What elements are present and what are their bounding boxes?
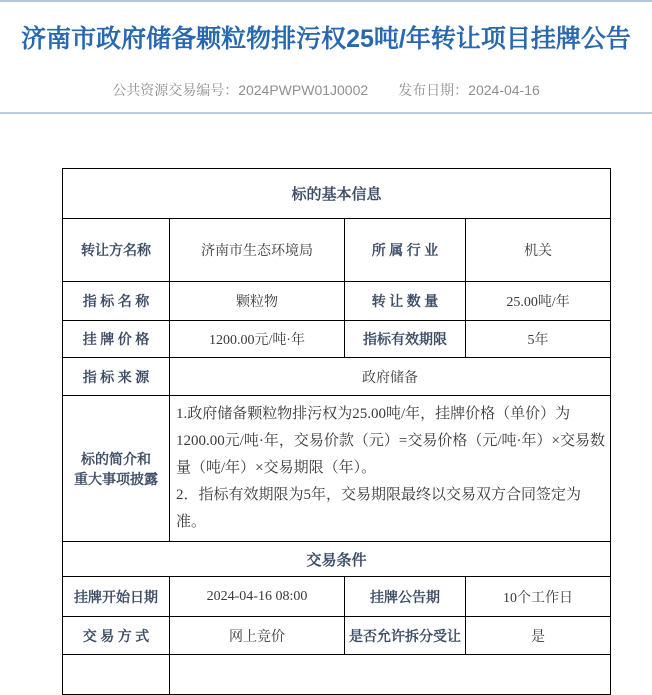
table-row	[63, 169, 611, 219]
table-row	[63, 321, 611, 358]
field-label	[63, 655, 170, 695]
publish-date-value: 2024-04-16	[468, 82, 540, 98]
table-row	[63, 542, 611, 577]
field-label: 挂牌开始日期	[63, 577, 170, 617]
field-label: 指标有效期限	[345, 321, 466, 358]
field-value: 济南市生态环境局	[170, 219, 345, 282]
meta-line	[0, 80, 652, 100]
field-value: 网上竞价	[170, 617, 345, 655]
field-value: 5年	[466, 321, 611, 358]
field-value	[170, 655, 611, 695]
table-row	[63, 282, 611, 321]
publish-date	[398, 82, 540, 98]
field-value: 25.00吨/年	[466, 282, 611, 321]
field-label: 挂 牌 价 格	[63, 321, 170, 358]
table-row	[63, 617, 611, 655]
field-label: 标的简介和 重大事项披露	[63, 396, 170, 542]
table-row	[63, 219, 611, 282]
publish-date-label: 发布日期：	[398, 82, 469, 98]
section-header: 标的基本信息	[63, 169, 611, 219]
header-divider-line	[0, 112, 652, 114]
table-row	[63, 396, 611, 542]
announcement-table	[62, 168, 611, 695]
field-label: 转 让 数 量	[345, 282, 466, 321]
field-value: 颗粒物	[170, 282, 345, 321]
table-row	[63, 577, 611, 617]
announcement-table-body	[63, 169, 611, 695]
section-header: 交易条件	[63, 542, 611, 577]
field-label: 交 易 方 式	[63, 617, 170, 655]
field-value: 是	[466, 617, 611, 655]
trade-number-label: 公共资源交易编号：	[112, 82, 239, 98]
trade-number-value: 2024PWPW01J0002	[238, 82, 369, 98]
table-row	[63, 358, 611, 396]
field-value: 机关	[466, 219, 611, 282]
page-title: 济南市政府储备颗粒物排污权25吨/年转让项目挂牌公告	[21, 25, 631, 53]
field-label: 转让方名称	[63, 219, 170, 282]
table-row	[63, 655, 611, 695]
field-value: 1200.00元/吨·年	[170, 321, 345, 358]
field-value: 10个工作日	[466, 577, 611, 617]
field-label: 指 标 名 称	[63, 282, 170, 321]
field-value: 2024-04-16 08:00	[170, 577, 345, 617]
field-label: 是否允许拆分受让	[345, 617, 466, 655]
field-value: 1.政府储备颗粒物排污权为25.00吨/年，挂牌价格（单价）为1200.00元/吨·年，交易价款（元）=交易价格（元/吨·年）×交易数量（吨/年）×交易期限（年）。 2．指标有效期限为5年，交易期限最终以交易双方合同签定为准。	[170, 396, 611, 542]
field-label: 所 属 行 业	[345, 219, 466, 282]
top-border-line	[0, 0, 652, 2]
announcement-header	[0, 24, 652, 100]
field-label: 挂牌公告期	[345, 577, 466, 617]
field-label: 指 标 来 源	[63, 358, 170, 396]
trade-number	[112, 82, 368, 98]
field-value: 政府储备	[170, 358, 611, 396]
